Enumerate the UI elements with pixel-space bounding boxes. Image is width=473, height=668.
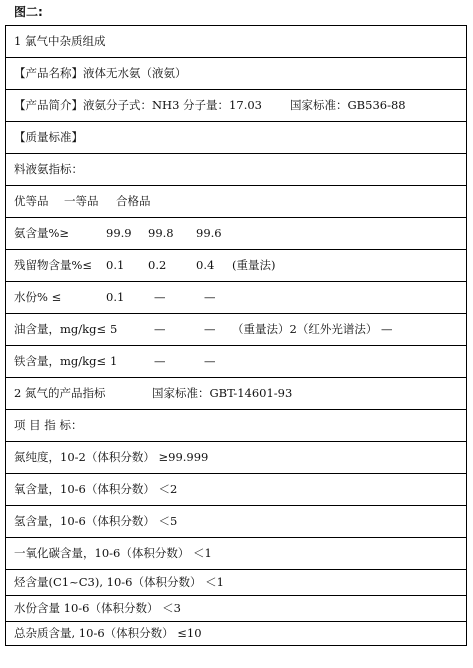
- cell: 99.8: [148, 226, 174, 240]
- cell: 1 氯气中杂质组成: [14, 34, 106, 48]
- table-row: [6, 538, 466, 570]
- cell: 烃含量(C1~C3), 10-6（体积分数） ＜1: [14, 575, 224, 589]
- cell: 氮纯度，10-2（体积分数） ≥99.999: [14, 450, 209, 464]
- cell: 料液氨指标：: [14, 162, 83, 176]
- cell: 氧含量，10-6（体积分数） ＜2: [14, 482, 178, 496]
- cell: (重量法): [232, 258, 276, 272]
- cell: 99.6: [196, 226, 222, 240]
- cell: 水份% ≤: [14, 290, 62, 304]
- cell: 99.9: [106, 226, 132, 240]
- cell: 总杂质含量, 10-6（体积分数） ≤10: [14, 626, 202, 640]
- cell: 2 氮气的产品指标: [14, 386, 106, 400]
- figure-heading: 图二:: [14, 5, 43, 19]
- table-row: [6, 474, 466, 506]
- cell: 0.1: [106, 258, 125, 272]
- table-row: [6, 596, 466, 622]
- table-row: [6, 314, 466, 346]
- table-row: [6, 218, 466, 250]
- table-row: [6, 570, 466, 596]
- cell: 【质量标准】: [14, 130, 83, 144]
- cell: 优等品: [14, 194, 49, 208]
- cell: —: [204, 322, 216, 336]
- table-row: [6, 58, 466, 90]
- cell: 油含量，mg/kg≤: [14, 322, 107, 336]
- cell: 氨含量%≥: [14, 226, 70, 240]
- cell: —: [204, 354, 216, 368]
- cell: 一氧化碳含量，10-6（体积分数） ＜1: [14, 546, 212, 560]
- cell: 【产品简介】液氨分子式：NH3 分子量：17.03: [14, 98, 262, 112]
- cell: 0.4: [196, 258, 215, 272]
- table-row: [6, 250, 466, 282]
- cell: —: [154, 354, 166, 368]
- cell: —: [204, 290, 216, 304]
- cell: 氢含量，10-6（体积分数） ＜5: [14, 514, 178, 528]
- cell: 铁含量，mg/kg≤: [14, 354, 107, 368]
- cell: 1: [110, 354, 118, 368]
- table-row: [6, 26, 466, 58]
- cell: 水份含量 10-6（体积分数） ＜3: [14, 601, 181, 615]
- table-row: [6, 90, 466, 122]
- table-row: [6, 346, 466, 378]
- table-row: [6, 282, 466, 314]
- cell: —: [154, 322, 166, 336]
- spec-table: [5, 25, 467, 646]
- table-row: [6, 506, 466, 538]
- cell: 国家标准：GBT-14601-93: [152, 386, 293, 400]
- table-row: [6, 378, 466, 410]
- cell: （重量法）2（红外光谱法） —: [232, 322, 393, 336]
- cell: 残留物含量%≤: [14, 258, 93, 272]
- cell: 0.1: [106, 290, 125, 304]
- table-row: [6, 154, 466, 186]
- table-row: [6, 122, 466, 154]
- cell: 项 目 指 标：: [14, 418, 83, 432]
- cell: —: [154, 290, 166, 304]
- table-row: [6, 442, 466, 474]
- table-row: [6, 622, 466, 646]
- table-row: [6, 186, 466, 218]
- cell: 合格品: [116, 194, 151, 208]
- cell: 国家标准：GB536-88: [290, 98, 406, 112]
- cell: 一等品: [64, 194, 99, 208]
- cell: 5: [110, 322, 118, 336]
- table-row: [6, 410, 466, 442]
- cell: 0.2: [148, 258, 167, 272]
- cell: 【产品名称】液体无水氨（液氨）: [14, 66, 187, 80]
